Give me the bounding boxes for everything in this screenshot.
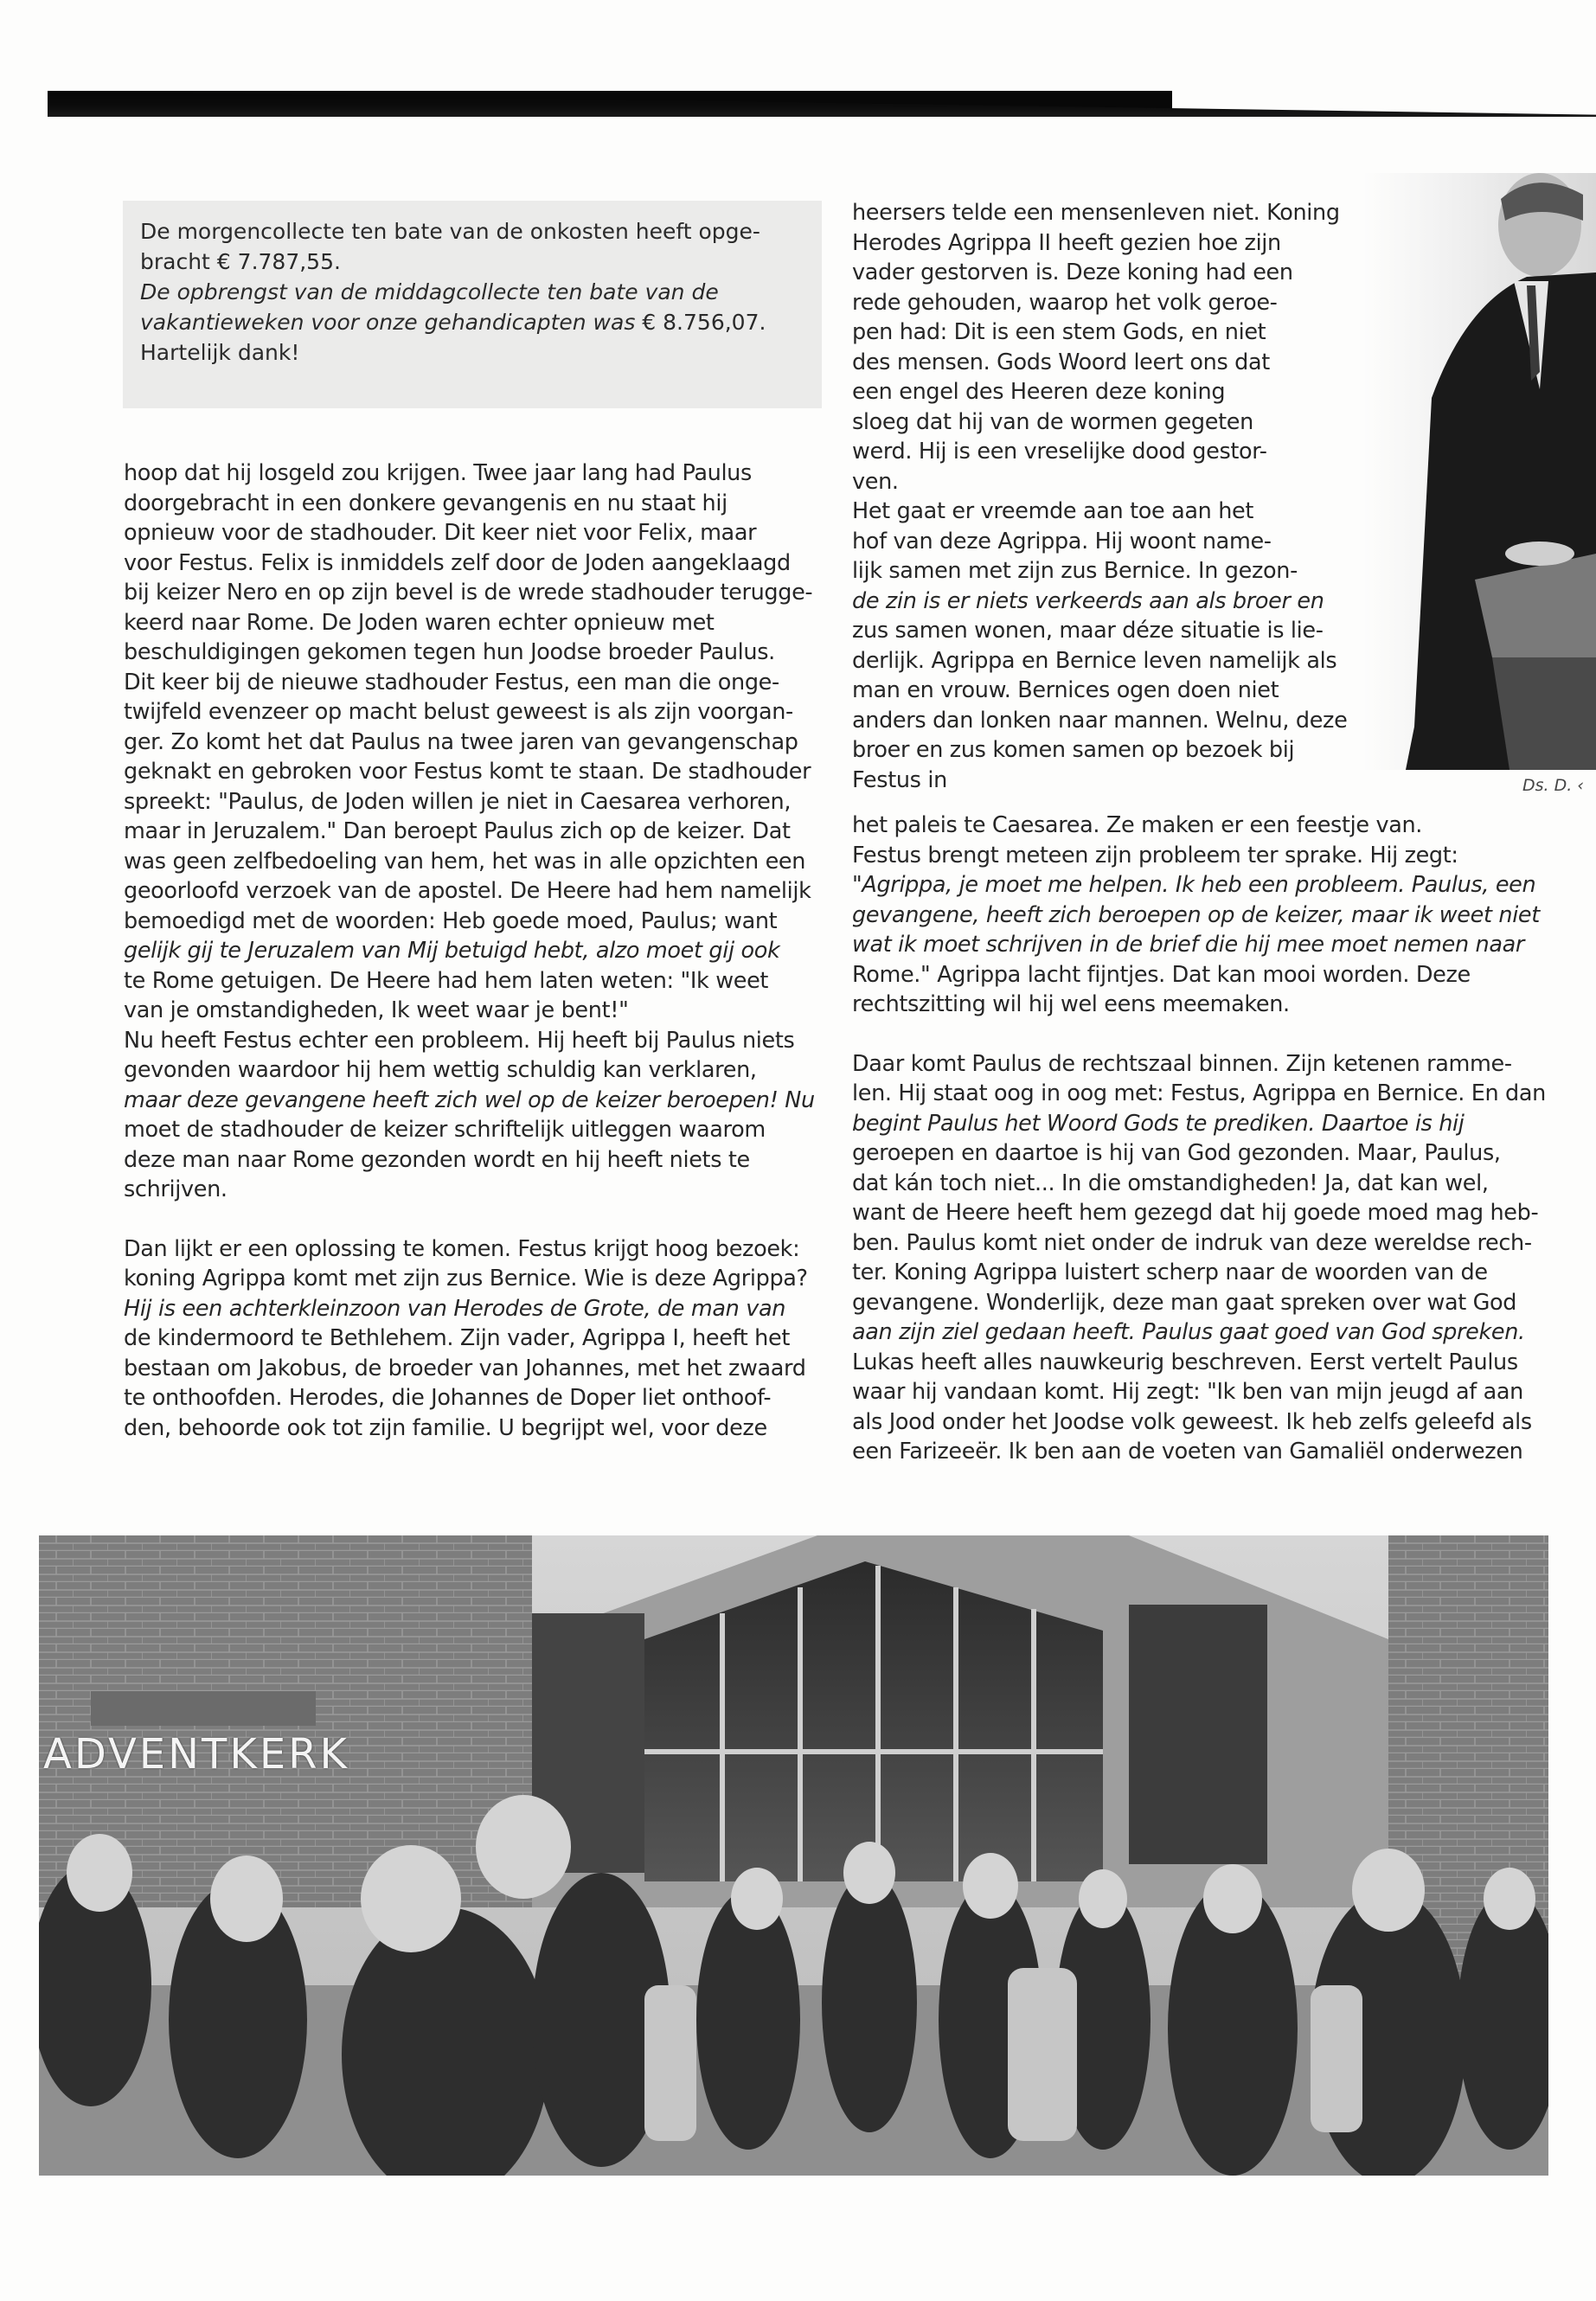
text-line: als Jood onder het Joodse volk geweest. Ik heb zelfs geleefd als <box>852 1408 1532 1435</box>
notice-line: bracht € 7.787,55. <box>140 249 341 274</box>
text-line: geknakt en gebroken voor Festus komt te staan. De stadhouder <box>124 759 811 785</box>
text-line: schrijven. <box>124 1176 228 1202</box>
text-line: hoop dat hij losgeld zou krijgen. Twee jaar lang had Paulus <box>124 460 752 486</box>
text-line: Herodes Agrippa II heeft gezien hoe zijn <box>852 229 1281 256</box>
text-line: Festus brengt meteen zijn probleem ter sprake. Hij zegt: <box>852 842 1458 868</box>
text-line: broer en zus komen samen op bezoek bij Festus in <box>852 737 1295 793</box>
text-line: de zin is er niets verkeerds aan als broer en <box>852 587 1324 614</box>
text-line: te Rome getuigen. De Heere had hem laten weten: "Ik weet <box>124 967 769 994</box>
text-line: derlijk. Agrippa en Bernice leven namelijk als <box>852 647 1337 674</box>
text-line: geroepen en daartoe is hij van God gezonden. Maar, Paulus, <box>852 1140 1501 1166</box>
text-line: de kindermoord te Bethlehem. Zijn vader, Agrippa I, heeft het <box>124 1325 790 1351</box>
text-line: hof van deze Agrippa. Hij woont name- <box>852 528 1272 554</box>
text-line: beschuldigingen gekomen tegen hun Joodse broeder Paulus. <box>124 639 775 665</box>
text-line: bij keizer Nero en op zijn bevel is de wrede stadhouder terugge- <box>124 580 813 606</box>
article-column-right-top <box>852 198 1362 795</box>
notice-line: Hartelijk dank! <box>140 340 300 365</box>
text-line: keerd naar Rome. De Joden waren echter opnieuw met <box>124 609 715 636</box>
church-sign: ADVENTKERK <box>43 1730 349 1779</box>
text-line: een Farizeeër. Ik ben aan de voeten van Gamaliël onderwezen <box>852 1439 1523 1465</box>
text-line: wat ik moet schrijven in de brief die hij mee moet nemen naar <box>852 932 1525 958</box>
text-line: ger. Zo komt het dat Paulus na twee jaren van gevangenschap <box>124 728 798 755</box>
text-line: koning Agrippa komt met zijn zus Bernice. Wie is deze Agrippa? <box>124 1266 808 1292</box>
text-line: was geen zelfbedoeling van hem, het was in alle opzichten een <box>124 848 806 875</box>
text-line: geoorloofd verzoek van de apostel. De Heere had hem namelijk <box>124 878 811 904</box>
text-line: Hij is een achterkleinzoon van Herodes de Grote, de man van <box>124 1295 786 1322</box>
text-line: maar deze gevangene heeft zich wel op de keizer beroepen! Nu <box>124 1086 815 1113</box>
text-line: spreekt: "Paulus, de Joden willen je niet in Caesarea verhoren, <box>124 788 792 815</box>
text-line: ben. Paulus komt niet onder de indruk van deze wereldse rech- <box>852 1229 1532 1256</box>
text-line: te onthoofden. Herodes, die Johannes de Doper liet onthoof- <box>124 1385 772 1411</box>
text-line: gevangene. Wonderlijk, deze man gaat spreken over wat God <box>852 1289 1517 1316</box>
text-line: maar in Jeruzalem." Dan beroept Paulus zich op de keizer. Dat <box>124 818 791 844</box>
text-line: van je omstandigheden, Ik weet waar je bent!" <box>124 997 629 1023</box>
text-line: rechtszitting wil hij wel eens meemaken. <box>852 991 1290 1017</box>
text-line: het paleis te Caesarea. Ze maken er een feestje van. <box>852 812 1423 838</box>
text-line: doorgebracht in een donkere gevangenis en nu staat hij <box>124 490 727 516</box>
text-line: deze man naar Rome gezonden wordt en hij heeft niets te <box>124 1146 750 1173</box>
text-line: zus samen wonen, maar déze situatie is lie- <box>852 618 1324 644</box>
notice-line: vakantieweken voor onze gehandicapten was € 8.756,07. <box>140 310 766 335</box>
notice-line: De opbrengst van de middagcollecte ten bate van de <box>140 279 719 304</box>
text-line: een engel des Heeren deze koning <box>852 379 1226 405</box>
text-line: vader gestorven is. Deze koning had een <box>852 260 1293 285</box>
text-line: opnieuw voor de stadhouder. Dit keer niet voor Felix, maar <box>124 520 757 546</box>
text-line: Lukas heeft alles nauwkeurig beschreven. Eerst vertelt Paulus <box>852 1349 1518 1375</box>
text-line: gelijk gij te Jeruzalem van Mij betuigd hebt, alzo moet gij ook <box>124 938 780 964</box>
text-line: bestaan om Jakobus, de broeder van Johannes, met het zwaard <box>124 1355 806 1381</box>
text-line: den, behoorde ook tot zijn familie. U begrijpt wel, voor deze <box>124 1414 767 1441</box>
article-column-left <box>124 458 833 1443</box>
church-crowd-photo <box>39 1535 1548 2176</box>
text-line: aan zijn ziel gedaan heeft. Paulus gaat goed van God spreken. <box>852 1319 1525 1345</box>
text-line: bemoedigd met de woorden: Heb goede moed, Paulus; want <box>124 907 778 934</box>
portrait-photo <box>1362 173 1596 770</box>
text-line: Daar komt Paulus de rechtszaal binnen. Zijn ketenen ramme- <box>852 1050 1512 1077</box>
photo-caption: Ds. D. ‹ <box>1522 776 1584 795</box>
text-line: des mensen. Gods Woord leert ons dat <box>852 349 1270 375</box>
text-line: lijk samen met zijn zus Bernice. In gezon- <box>852 558 1298 584</box>
text-line: werd. Hij is een vreselijke dood gestor- <box>852 439 1267 465</box>
text-line: Rome." Agrippa lacht fijntjes. Dat kan mooi worden. Deze <box>852 961 1471 988</box>
text-line: Nu heeft Festus echter een probleem. Hij heeft bij Paulus niets <box>124 1027 795 1054</box>
text-line: Het gaat er vreemde aan toe aan het <box>852 498 1254 524</box>
text-line: heersers telde een mensenleven niet. Koning <box>852 200 1340 226</box>
text-line: twijfeld evenzeer op macht belust geweest is als zijn voorgan- <box>124 699 793 725</box>
text-line: anders dan lonken naar mannen. Welnu, deze <box>852 707 1348 734</box>
text-line: "Agrippa, je moet me helpen. Ik heb een probleem. Paulus, een <box>852 872 1536 898</box>
text-line: voor Festus. Felix is inmiddels zelf door de Joden aangeklaagd <box>124 549 791 576</box>
text-line: rede gehouden, waarop het volk geroe- <box>852 289 1278 316</box>
text-line: gevonden waardoor hij hem wettig schuldig kan verklaren, <box>124 1057 757 1083</box>
text-line: begint Paulus het Woord Gods te prediken. Daartoe is hij <box>852 1110 1465 1137</box>
text-line: man en vrouw. Bernices ogen doen niet <box>852 677 1279 703</box>
text-line: sloeg dat hij van de wormen gegeten <box>852 408 1253 435</box>
text-line: dat kán toch niet... In die omstandigheden! Ja, dat kan wel, <box>852 1170 1489 1196</box>
collection-notice <box>123 201 822 408</box>
text-line: Dan lijkt er een oplossing te komen. Festus krijgt hoog bezoek: <box>124 1235 800 1262</box>
text-line: len. Hij staat oog in oog met: Festus, Agrippa en Bernice. En dan <box>852 1080 1546 1106</box>
text-line: moet de stadhouder de keizer schriftelijk uitleggen waarom <box>124 1117 766 1143</box>
text-line: gevangene, heeft zich beroepen op de keizer, maar ik weet niet <box>852 901 1540 928</box>
text-line: waar hij vandaan komt. Hij zegt: "Ik ben van mijn jeugd af aan <box>852 1379 1523 1405</box>
notice-line: De morgencollecte ten bate van de onkosten heeft opge- <box>140 219 760 244</box>
text-line: ven. <box>852 468 899 495</box>
text-line: ter. Koning Agrippa luistert scherp naar de woorden van de <box>852 1259 1488 1285</box>
article-column-right-bottom <box>852 811 1561 1467</box>
text-line: want de Heere heeft hem gezegd dat hij goede moed mag heb- <box>852 1200 1539 1226</box>
text-line: Dit keer bij de nieuwe stadhouder Festus, een man die onge- <box>124 669 779 695</box>
text-line: pen had: Dit is een stem Gods, en niet <box>852 319 1266 345</box>
